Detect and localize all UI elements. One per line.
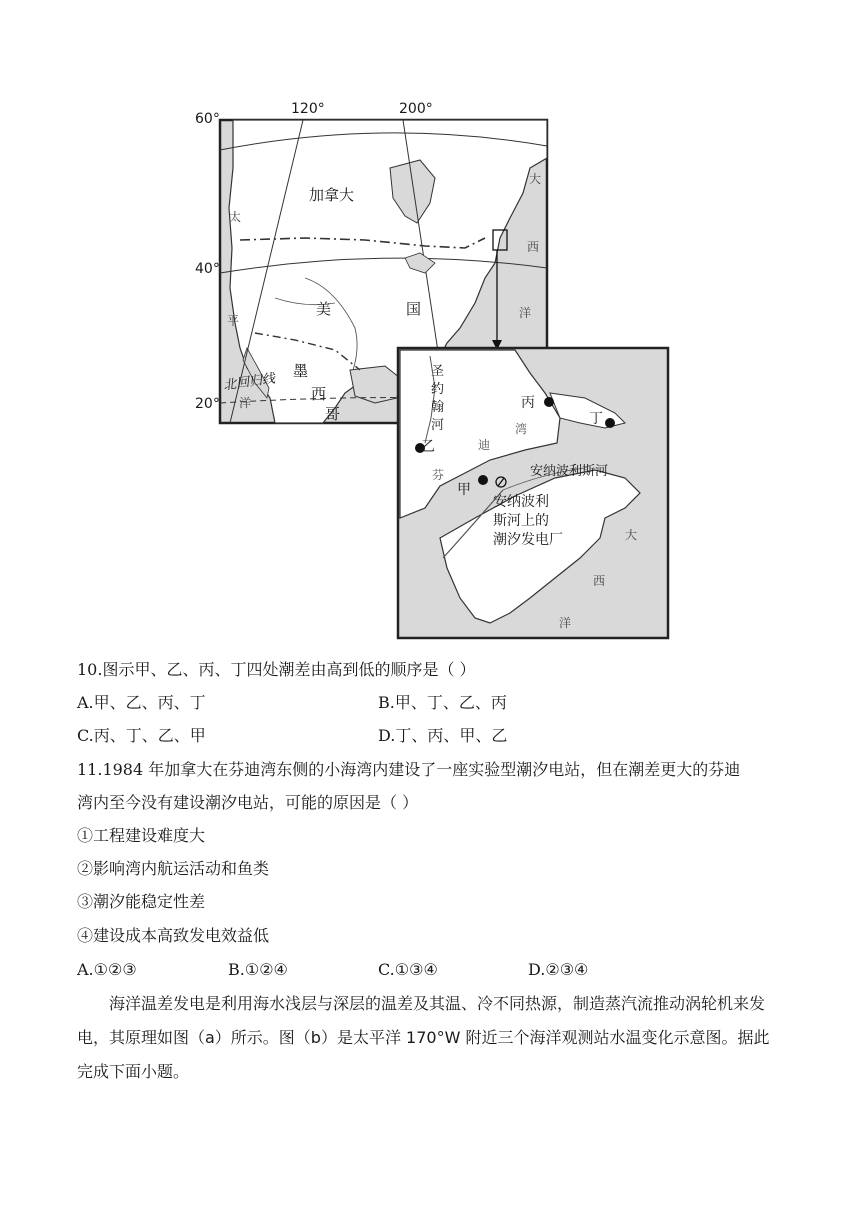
- q11-option-d: D.②③④: [528, 960, 589, 979]
- atlantic-label-1: 大: [529, 172, 542, 186]
- mexico-label-1: 墨: [293, 362, 309, 380]
- usa-label-1: 美: [316, 300, 332, 318]
- question-11-stem-line-2: 湾内至今没有建设潮汐电站，可能的原因是（ ）: [77, 793, 419, 812]
- q11-statement-1: ①工程建设难度大: [77, 826, 206, 845]
- point-ding-label: 丁: [589, 411, 603, 427]
- q11-option-b: B.①②④: [228, 960, 288, 979]
- q10-option-c: C.丙、丁、乙、甲: [77, 726, 206, 745]
- fundy-bay-label-3: 湾: [515, 422, 528, 436]
- fundy-bay-label-1: 芬: [432, 468, 445, 482]
- lon-120-label: 120°: [291, 101, 325, 117]
- mexico-label-2: 西: [311, 385, 327, 403]
- usa-label-2: 国: [406, 300, 422, 318]
- st-john-river-label-1: 圣: [431, 364, 445, 379]
- q11-option-a: A.①②③: [77, 960, 137, 979]
- tidal-station-label-2: 斯河上的: [493, 513, 549, 529]
- atlantic-label-3: 洋: [519, 306, 532, 320]
- map-figure: [185, 98, 675, 643]
- point-jia-label: 甲: [457, 482, 471, 498]
- q11-statement-3: ③潮汐能稳定性差: [77, 892, 206, 911]
- q11-statement-4: ④建设成本高致发电效益低: [77, 926, 270, 945]
- lat-60-label: 60°: [195, 111, 220, 127]
- st-john-river-label-2: 约: [431, 382, 445, 397]
- inset-atlantic-label-1: 大: [625, 528, 638, 542]
- st-john-river-label-3: 翰: [431, 400, 445, 415]
- st-john-river-label-4: 河: [431, 418, 445, 433]
- tidal-station-label-1: 安纳波利: [493, 494, 549, 510]
- tropic-label: 北回归线: [222, 371, 277, 394]
- lon-200-label: 200°: [399, 101, 433, 117]
- q10-option-a: A.甲、乙、丙、丁: [77, 693, 206, 712]
- pacific-label-1: 太: [229, 210, 242, 224]
- inset-atlantic-label-3: 洋: [559, 616, 572, 630]
- canada-label: 加拿大: [309, 186, 355, 204]
- question-10-stem: 10.图示甲、乙、丙、丁四处潮差由高到低的顺序是（ ）: [77, 660, 476, 679]
- inset-atlantic-label-2: 西: [593, 574, 606, 588]
- passage-text: 海洋温差发电是利用海水浅层与深层的温差及其温、冷不同热源，制造蒸汽流推动涡轮机来发电，其原理如图（a）所示。图（b）是太平洋 170°W 附近三个海洋观测站水温变化示意图。据此完成下面小题。: [77, 994, 770, 1081]
- point-yi-label: 乙: [421, 439, 435, 455]
- annapolis-river-label: 安纳波利斯河: [530, 464, 609, 479]
- mexico-label-3: 哥: [325, 405, 341, 423]
- q10-option-b: B.甲、丁、乙、丙: [378, 693, 507, 712]
- q10-option-d: D.丁、丙、甲、乙: [378, 726, 508, 745]
- passage-paragraph: [77, 987, 783, 1089]
- atlantic-label-2: 西: [527, 240, 540, 254]
- lat-20-label: 20°: [195, 396, 220, 412]
- q11-statement-2: ②影响湾内航运活动和鱼类: [77, 859, 270, 878]
- tidal-station-label-3: 潮汐发电厂: [493, 532, 563, 548]
- question-11-stem-line-1: 11.1984 年加拿大在芬迪湾东侧的小海湾内建设了一座实验型潮汐电站，但在潮差更大的芬迪: [77, 760, 741, 779]
- fundy-bay-label-2: 迪: [478, 438, 491, 452]
- point-bing-label: 丙: [521, 395, 535, 411]
- lat-40-label: 40°: [195, 261, 220, 277]
- pacific-label-2: 平: [227, 314, 240, 328]
- pacific-label-3: 洋: [239, 396, 252, 410]
- q11-option-c: C.①③④: [378, 960, 438, 979]
